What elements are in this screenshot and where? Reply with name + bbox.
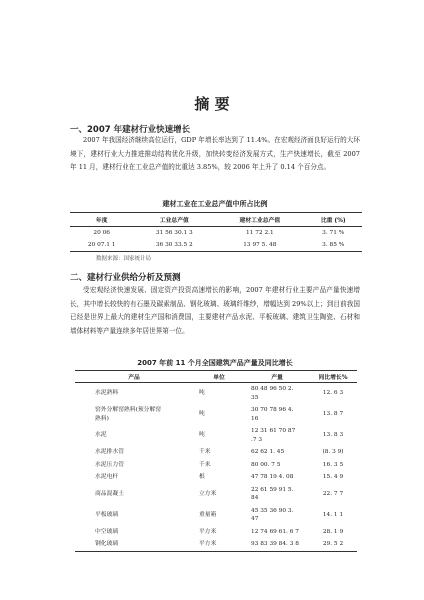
table-cell: 13. 8 7 xyxy=(322,411,344,418)
table-1-caption: 建材工业在工业总产值中所占比例 xyxy=(162,200,268,208)
table-cell: 15. 4 9 xyxy=(322,474,344,480)
table-row xyxy=(70,227,362,240)
table-cell: 千米 xyxy=(199,461,211,468)
table-cell: 12 74 69 61. 6 7 xyxy=(251,528,299,535)
table-row xyxy=(75,459,357,472)
table-cell: 13. 8 3 xyxy=(322,432,344,439)
table-cell: 47 78 19 4. 08 xyxy=(251,474,294,480)
table-header-cell: 产量 xyxy=(245,371,309,383)
table-cell: 吨 xyxy=(199,432,205,439)
table-row xyxy=(75,471,357,484)
table-1 xyxy=(70,212,362,252)
table-header-cell: 单位 xyxy=(193,371,245,383)
table-cell: 窑外分解窑熟料(预分解窑 熟料) xyxy=(95,407,162,422)
section-1-paragraph: 2007 年我国经济继续高位运行，GDP 年增长率达到了 11.4%。在宏观经济面良好运行的大环境下，建材行业大力推进推动结构优化升级，加快转变经济发展方式，生产快速增长，截至 2007 年 11 月，建材行业在工业总产值的比重达 3.85%，较 2006 年上升了 0.14 个百分点。 xyxy=(70,136,360,172)
table-row xyxy=(75,538,357,551)
table-cell: 平方米 xyxy=(199,528,217,535)
table-cell: 80 00. 7 5 xyxy=(251,461,281,468)
table-header-row xyxy=(75,371,357,383)
table-cell: 水泥 xyxy=(95,432,107,439)
table-2 xyxy=(75,370,357,552)
table-cell: 立方米 xyxy=(199,490,217,497)
table-row xyxy=(75,425,357,446)
table-cell: 吨 xyxy=(199,390,205,397)
table-cell: 12 31 61 70 87 .7 3 xyxy=(251,428,296,443)
table-cell: 水泥排水管 xyxy=(95,449,124,455)
table-cell: 30 70 78 96 4. 16 xyxy=(251,407,294,422)
table-header-cell: 产品 xyxy=(75,371,193,383)
table-cell: 中空玻璃 xyxy=(95,528,119,535)
table-header-cell: 工业总产值 xyxy=(133,213,215,227)
table-row xyxy=(75,526,357,539)
table-row xyxy=(75,383,357,405)
table-row xyxy=(75,484,357,505)
table-cell: 12. 6 3 xyxy=(322,390,344,397)
table-cell: (8. 3 9) xyxy=(322,449,344,455)
table-row xyxy=(75,404,357,425)
table-cell: 钢化玻璃 xyxy=(75,538,193,551)
table-cell: 31 56 30.1 3 xyxy=(155,230,193,236)
table-cell: 平方米 xyxy=(193,538,245,551)
table-cell: 商品混凝土 xyxy=(95,490,124,497)
table-cell: 29. 5 2 xyxy=(309,538,357,551)
table-cell: 3. 71 % xyxy=(322,230,345,236)
table-cell: 根 xyxy=(199,474,205,480)
table-row xyxy=(70,239,362,252)
table-cell: 62 62 1. 45 xyxy=(251,449,285,455)
table-row xyxy=(75,505,357,526)
page-title: 摘 要 xyxy=(194,95,230,113)
table-cell: 80 48 96 50 2. 35 xyxy=(251,386,294,401)
table-cell: 36 30 33.5 2 xyxy=(133,239,215,252)
section-2-paragraph: 受宏观经济快速发展、固定资产投资高速增长的影响，2007 年建材行业主要产品产量快速增长，其中增长较快的有石墨及碳素制品、钢化玻璃、玻璃纤维纱，增幅达到 29%以上；到目前我国已经是世界上最大的建材生产国和消费国，主要建材产品水泥、平板玻璃、建筑卫生陶瓷、石材和墙体材料等产量连续多年居世界第一位。 xyxy=(70,286,360,335)
table-cell: 20 06 xyxy=(93,230,110,236)
table-1-source: 数据来源：国家统计局 xyxy=(96,256,152,262)
table-cell: 22 61 59 91 5. 84 xyxy=(251,486,294,501)
table-cell: 93 83 39 84. 3 8 xyxy=(245,538,309,551)
table-2-caption: 2007 年前 11 个月全国建筑产品产量及同比增长 xyxy=(137,359,293,367)
table-header-cell: 比重 (%) xyxy=(304,213,362,227)
table-row xyxy=(75,446,357,459)
table-cell: 13 97 5. 48 xyxy=(215,239,304,252)
table-cell: 45 35 36 90 3. 47 xyxy=(251,507,294,522)
table-cell: 水泥熟料 xyxy=(95,390,119,397)
table-cell: 28. 1 9 xyxy=(322,528,344,535)
table-cell: 千米 xyxy=(199,449,211,455)
table-cell: 水泥压力管 xyxy=(95,461,124,468)
table-header-row xyxy=(70,213,362,227)
table-cell: 水泥电杆 xyxy=(95,474,119,480)
table-header-cell: 年度 xyxy=(70,213,133,227)
table-cell: 平板玻璃 xyxy=(95,511,119,518)
section-2-heading: 二、建材行业供给分析及预测 xyxy=(70,273,181,283)
table-cell: 11 72 2.1 xyxy=(246,230,274,236)
section-1-heading: 一、2007 年建材行业快速增长 xyxy=(70,125,191,135)
table-cell: 14. 1 1 xyxy=(322,511,344,518)
table-header-cell: 建材工业总产值 xyxy=(215,213,304,227)
table-cell: 20 07.1 1 xyxy=(70,239,133,252)
table-cell: 吨 xyxy=(199,411,205,418)
table-cell: 3. 85 % xyxy=(304,239,362,252)
table-cell: 16. 3 5 xyxy=(322,461,344,468)
table-header-cell: 同比增长% xyxy=(309,371,357,383)
table-cell: 重量箱 xyxy=(199,511,217,518)
table-cell: 22. 7 7 xyxy=(322,490,344,497)
